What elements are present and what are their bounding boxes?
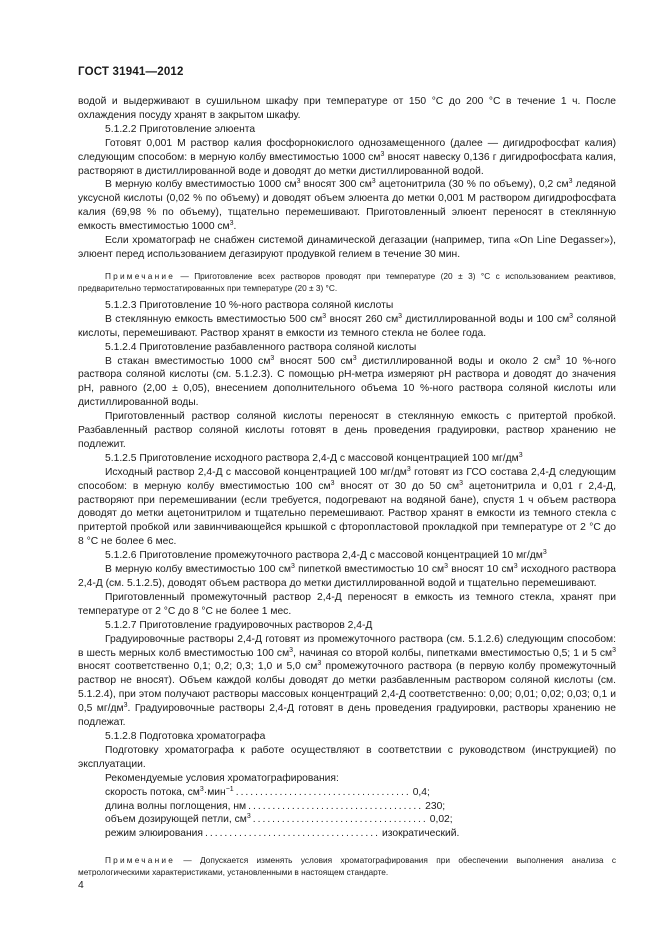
condition-row-elution-mode	[78, 827, 460, 841]
paragraph: Готовят 0,001 М раствор калия фосфорнокислого однозамещенного (далее — дигидрофосфат калия) следующим способом: в мерную колбу вместимостью 1000 $см^3$ вносят навеску 0,136 г дигидрофосфата калия, растворяют в дистиллированной воде и доводят до метки дистиллированной водой.	[78, 137, 616, 177]
paragraph: Приготовленный раствор соляной кислоты переносят в стеклянную емкость с притертой пробкой. Разбавленный раствор соляной кислоты готовят в день проведения градуировки, раствор хранению не подлежит.	[78, 411, 616, 450]
note	[78, 854, 616, 878]
section-heading: 5.1.2.2 Приготовление элюента	[105, 123, 256, 135]
section-heading: 5.1.2.3 Приготовление 10 %-ного раствора соляной кислоты	[105, 299, 394, 311]
paragraph: Если хроматограф не снабжен системой динамической дегазации (например, типа «On Line Degasser»), элюент перед использованием дегазируют продувкой гелием в течение 30 мин.	[78, 235, 616, 260]
section-heading: 5.1.2.7 Приготовление градуировочных растворов 2,4-Д	[105, 619, 373, 631]
section-heading: 5.1.2.5 Приготовление исходного раствора 2,4-Д с массовой концентрацией 100 $мг/дм^3$	[105, 451, 523, 464]
conditions-intro: Рекомендуемые условия хроматографирования:	[105, 772, 339, 784]
paragraph: В мерную колбу вместимостью 1000 $см^3$ вносят 300 $см^3$ ацетонитрила (30 % по объему), 0,2 $см^3$ ледяной уксусной кислоты (0,02 % по объему) и доводят объем элюента до метки 0,001 М раствором дигидрофосфата калия (69,98 % по объему), тщательно перемешивают. Приготовленный элюент переносят в стеклянную емкость вместимостью 1000 $см^3$.	[78, 178, 616, 233]
note	[78, 270, 616, 294]
condition-value: изократический.	[381, 828, 460, 840]
condition-row-loop-volume	[78, 813, 453, 827]
condition-value: 0,4;	[412, 786, 430, 798]
section-heading: 5.1.2.6 Приготовление промежуточного раствора 2,4-Д с массовой концентрацией 10 $мг/дм^3$	[105, 549, 547, 562]
condition-value: 230;	[425, 800, 446, 812]
leader-dots: ....................................	[252, 814, 428, 826]
condition-label: скорость потока, $см^3\cdot мин^{-1}$	[105, 785, 234, 798]
paragraph: Градуировочные растворы 2,4-Д готовят из промежуточного раствора (см. 5.1.2.6) следующим способом: в шесть мерных колб вместимостью 100 $см^3$, начиная со второй колбы, пипетками вместимостью 0,5; 1 и 5 $см^3$ вносят соответственно 0,1; 0,2; 0,3; 1,0 и 5,0 $см^3$ промежуточного раствора (в первую колбу промежуточный раствор не вносят). Объем каждой колбы доводят до метки разбавленным раствором соляной кислоты (см. 5.1.2.4), при этом получают растворы массовых концентраций 2,4-Д соответственно: 0,00; 0,01; 0,02; 0,03; 0,1 и 0,5 $мг/дм^3$. Градуировочные растворы 2,4-Д готовят в день проведения градуировки, растворы хранению не подлежат.	[78, 633, 616, 729]
note-text: — Приготовление всех растворов проводят при температуре (20 ± 3) °С с использованием реактивов, предварительно термостатированных при температуре (20 ± 3) °С.	[78, 270, 616, 293]
paragraph: Исходный раствор 2,4-Д с массовой концентрацией 100 $мг/дм^3$ готовят из ГСО состава 2,4-Д следующим способом: в мерную колбу вместимостью 100 $см^3$ вносят от 30 до 50 $см^3$ ацетонитрила и 0,01 г 2,4-Д, растворяют при перемешивании (если требуется, подогревают на водяной бане), спустя 1 ч объем раствора доводят до метки ацетонитрилом и тщательно перемешивают. Раствор хранят в емкости из темного стекла с притертой пробкой или завинчивающейся крышкой с фторопластовой прокладкой при температуре от 2 °С до 8 °С не более 6 мес.	[78, 465, 616, 548]
paragraph: водой и выдерживают в сушильном шкафу при температуре от 150 °С до 200 °С в течение 1 ч. После охлаждения посуду хранят в закрытом шкафу.	[78, 96, 616, 121]
note-label: Примечание	[105, 270, 176, 281]
condition-label: длина волны поглощения, нм	[105, 800, 247, 812]
note-label: Примечание	[105, 855, 176, 866]
condition-row-flow-rate	[78, 785, 430, 800]
leader-dots: ....................................	[235, 786, 411, 798]
paragraph: В стеклянную емкость вместимостью 500 $см^3$ вносят 260 $см^3$ дистиллированной воды и 100 $см^3$ соляной кислоты, перемешивают. Раствор хранят в емкости из темного стекла не более года.	[78, 312, 617, 339]
leader-dots: ....................................	[248, 800, 424, 812]
condition-label: объем дозирующей петли, $см^3$	[105, 813, 251, 826]
condition-value: 0,02;	[429, 814, 453, 826]
condition-row-wavelength	[78, 800, 446, 814]
paragraph: Приготовленный промежуточный раствор 2,4-Д переносят в емкость из темного стекла, хранят при температуре от 2 °С до 8 °С не более 1 мес.	[78, 591, 616, 617]
section-heading: 5.1.2.4 Приготовление разбавленного раствора соляной кислоты	[105, 341, 417, 353]
paragraph: Подготовку хроматографа к работе осуществляют в соответствии с руководством (инструкцией) по эксплуатации.	[78, 744, 616, 770]
condition-label: режим элюирования	[105, 828, 203, 840]
note-text: — Допускается изменять условия хроматографирования при обеспечении выполнения анализа с метрологическими характеристиками, установленными в настоящем стандарте.	[78, 855, 616, 878]
paragraph: В мерную колбу вместимостью 100 $см^3$ пипеткой вместимостью 10 $см^3$ вносят 10 $см^3$ исходного раствора 2,4-Д (см. 5.1.2.5), доводят объем раствора до метки дистиллированной водой и тщательно перемешивают.	[78, 563, 617, 589]
leader-dots: ....................................	[204, 828, 380, 840]
section-heading: 5.1.2.8 Подготовка хроматографа	[105, 730, 266, 742]
document-header: ГОСТ 31941—2012	[78, 66, 184, 78]
paragraph: В стакан вместимостью 1000 $см^3$ вносят 500 $см^3$ дистиллированной воды и около 2 $см^3$ 10 %-ного раствора соляной кислоты (см. 5.1.2.3). С помощью рН-метра измеряют рН раствора и доводят до значения рН, равного (2,00 ± 0,05), внесением дополнительного объема 10 %-ного раствора соляной кислоты или дистиллированной воды.	[78, 354, 616, 409]
page-number: 4	[78, 880, 84, 891]
